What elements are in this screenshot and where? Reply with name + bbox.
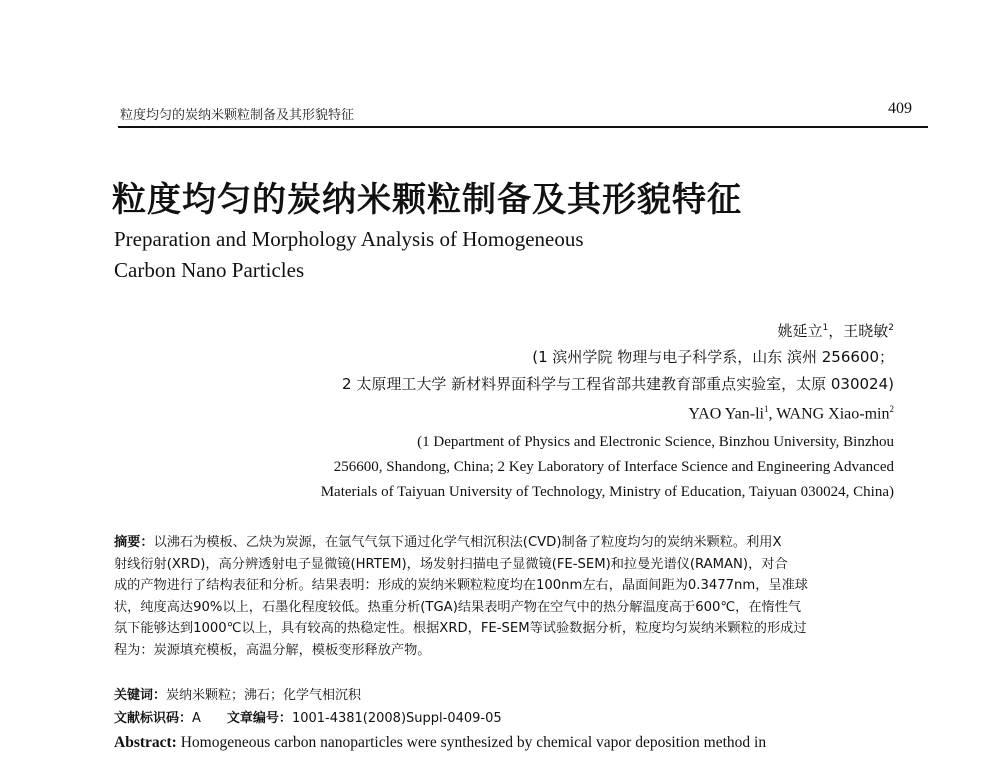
keywords-text: 炭纳米颗粒；沸石；化学气相沉积: [166, 688, 362, 703]
abstract-zh-line-3: 成的产物进行了结构表征和分析。结果表明：形成的炭纳米颗粒粒度均在100nm左右，晶面间距为0.3477nm，呈准球: [114, 578, 808, 593]
author-1-zh-affil-mark: 1: [822, 323, 829, 333]
author-2-en-affil-mark: 2: [889, 404, 894, 414]
author-2-en: WANG Xiao-min: [776, 405, 890, 423]
author-1-en-affil-mark: 1: [763, 404, 769, 414]
doc-code-value: A: [192, 711, 201, 726]
authors-english: [688, 404, 894, 423]
doc-code-label: 文献标识码：: [114, 711, 193, 726]
running-title: 粒度均匀的炭纳米颗粒制备及其形貌特征: [120, 108, 355, 123]
abstract-english: [114, 734, 766, 752]
abstract-zh-text-1: 以沸石为模板、乙炔为炭源，在氩气气氛下通过化学气相沉积法(CVD)制备了粒度均匀的炭纳米颗粒。利用X: [153, 535, 782, 550]
document-codes: [114, 707, 502, 726]
affiliations-english: [321, 430, 894, 505]
author-2-zh-affil-mark: 2: [888, 323, 894, 333]
page-number: 409: [888, 100, 912, 117]
authors-chinese: [777, 320, 894, 341]
abstract-zh-line-2: 射线衍射(XRD)，高分辨透射电子显微镜(HRTEM)，场发射扫描电子显微镜(FE-SEM)和拉曼光谱仪(RAMAN)，对合: [114, 556, 788, 572]
header-rule: [118, 126, 928, 128]
affiliation-zh-line-1: (1 滨州学院 物理与电子科学系，山东 滨州 256600；: [532, 348, 894, 366]
author-1-en: YAO Yan-li: [688, 405, 764, 423]
affiliation-zh-line-2: 2 太原理工大学 新材料界面科学与工程省部共建教育部重点实验室，太原 030024): [342, 375, 894, 393]
abstract-zh-line-4: 状，纯度高达90%以上，石墨化程度较低。热重分析(TGA)结果表明产物在空气中的热分解温度高于600℃，在惰性气: [114, 599, 802, 615]
affiliation-en-line-2: 256600, Shandong, China; 2 Key Laboratory of Interface Science and Engineering Advanced: [333, 459, 894, 475]
affiliation-en-line-1: (1 Department of Physics and Electronic Science, Binzhou University, Binzhou: [417, 434, 894, 450]
title-chinese: 粒度均匀的炭纳米颗粒制备及其形貌特征: [112, 180, 742, 220]
title-english-line-1: Preparation and Morphology Analysis of Homogeneous: [114, 227, 584, 251]
title-english: [114, 224, 814, 286]
affiliations-chinese: [342, 344, 894, 398]
author-2-zh: 王晓敏: [843, 322, 889, 340]
abstract-en-label: Abstract:: [114, 734, 177, 751]
keywords: [114, 684, 361, 703]
author-separator-zh: ，: [828, 322, 844, 340]
affiliation-en-line-3: Materials of Taiyuan University of Technology, Ministry of Education, Taiyuan 030024, China): [320, 484, 894, 500]
title-english-line-2: Carbon Nano Particles: [114, 258, 305, 282]
article-number-value: 1001-4381(2008)Suppl-0409-05: [291, 711, 502, 726]
author-1-zh: 姚延立: [777, 322, 823, 340]
abstract-zh-line-6: 程为：炭源填充模板，高温分解，模板变形释放产物。: [114, 642, 431, 658]
abstract-zh-line-5: 氛下能够达到1000℃以上，具有较高的热稳定性。根据XRD，FE-SEM等试验数据分析，粒度均匀炭纳米颗粒的形成过: [114, 621, 807, 636]
abstract-zh-line-1: [114, 532, 904, 554]
article-number-label: 文章编号：: [226, 711, 292, 726]
author-separator-en: ,: [768, 405, 777, 423]
abstract-chinese: [114, 532, 904, 661]
abstract-en-text: Homogeneous carbon nanoparticles were synthesized by chemical vapor deposition method in: [180, 734, 767, 751]
keywords-label: 关键词：: [114, 688, 167, 703]
abstract-zh-label: 摘要：: [114, 535, 154, 550]
